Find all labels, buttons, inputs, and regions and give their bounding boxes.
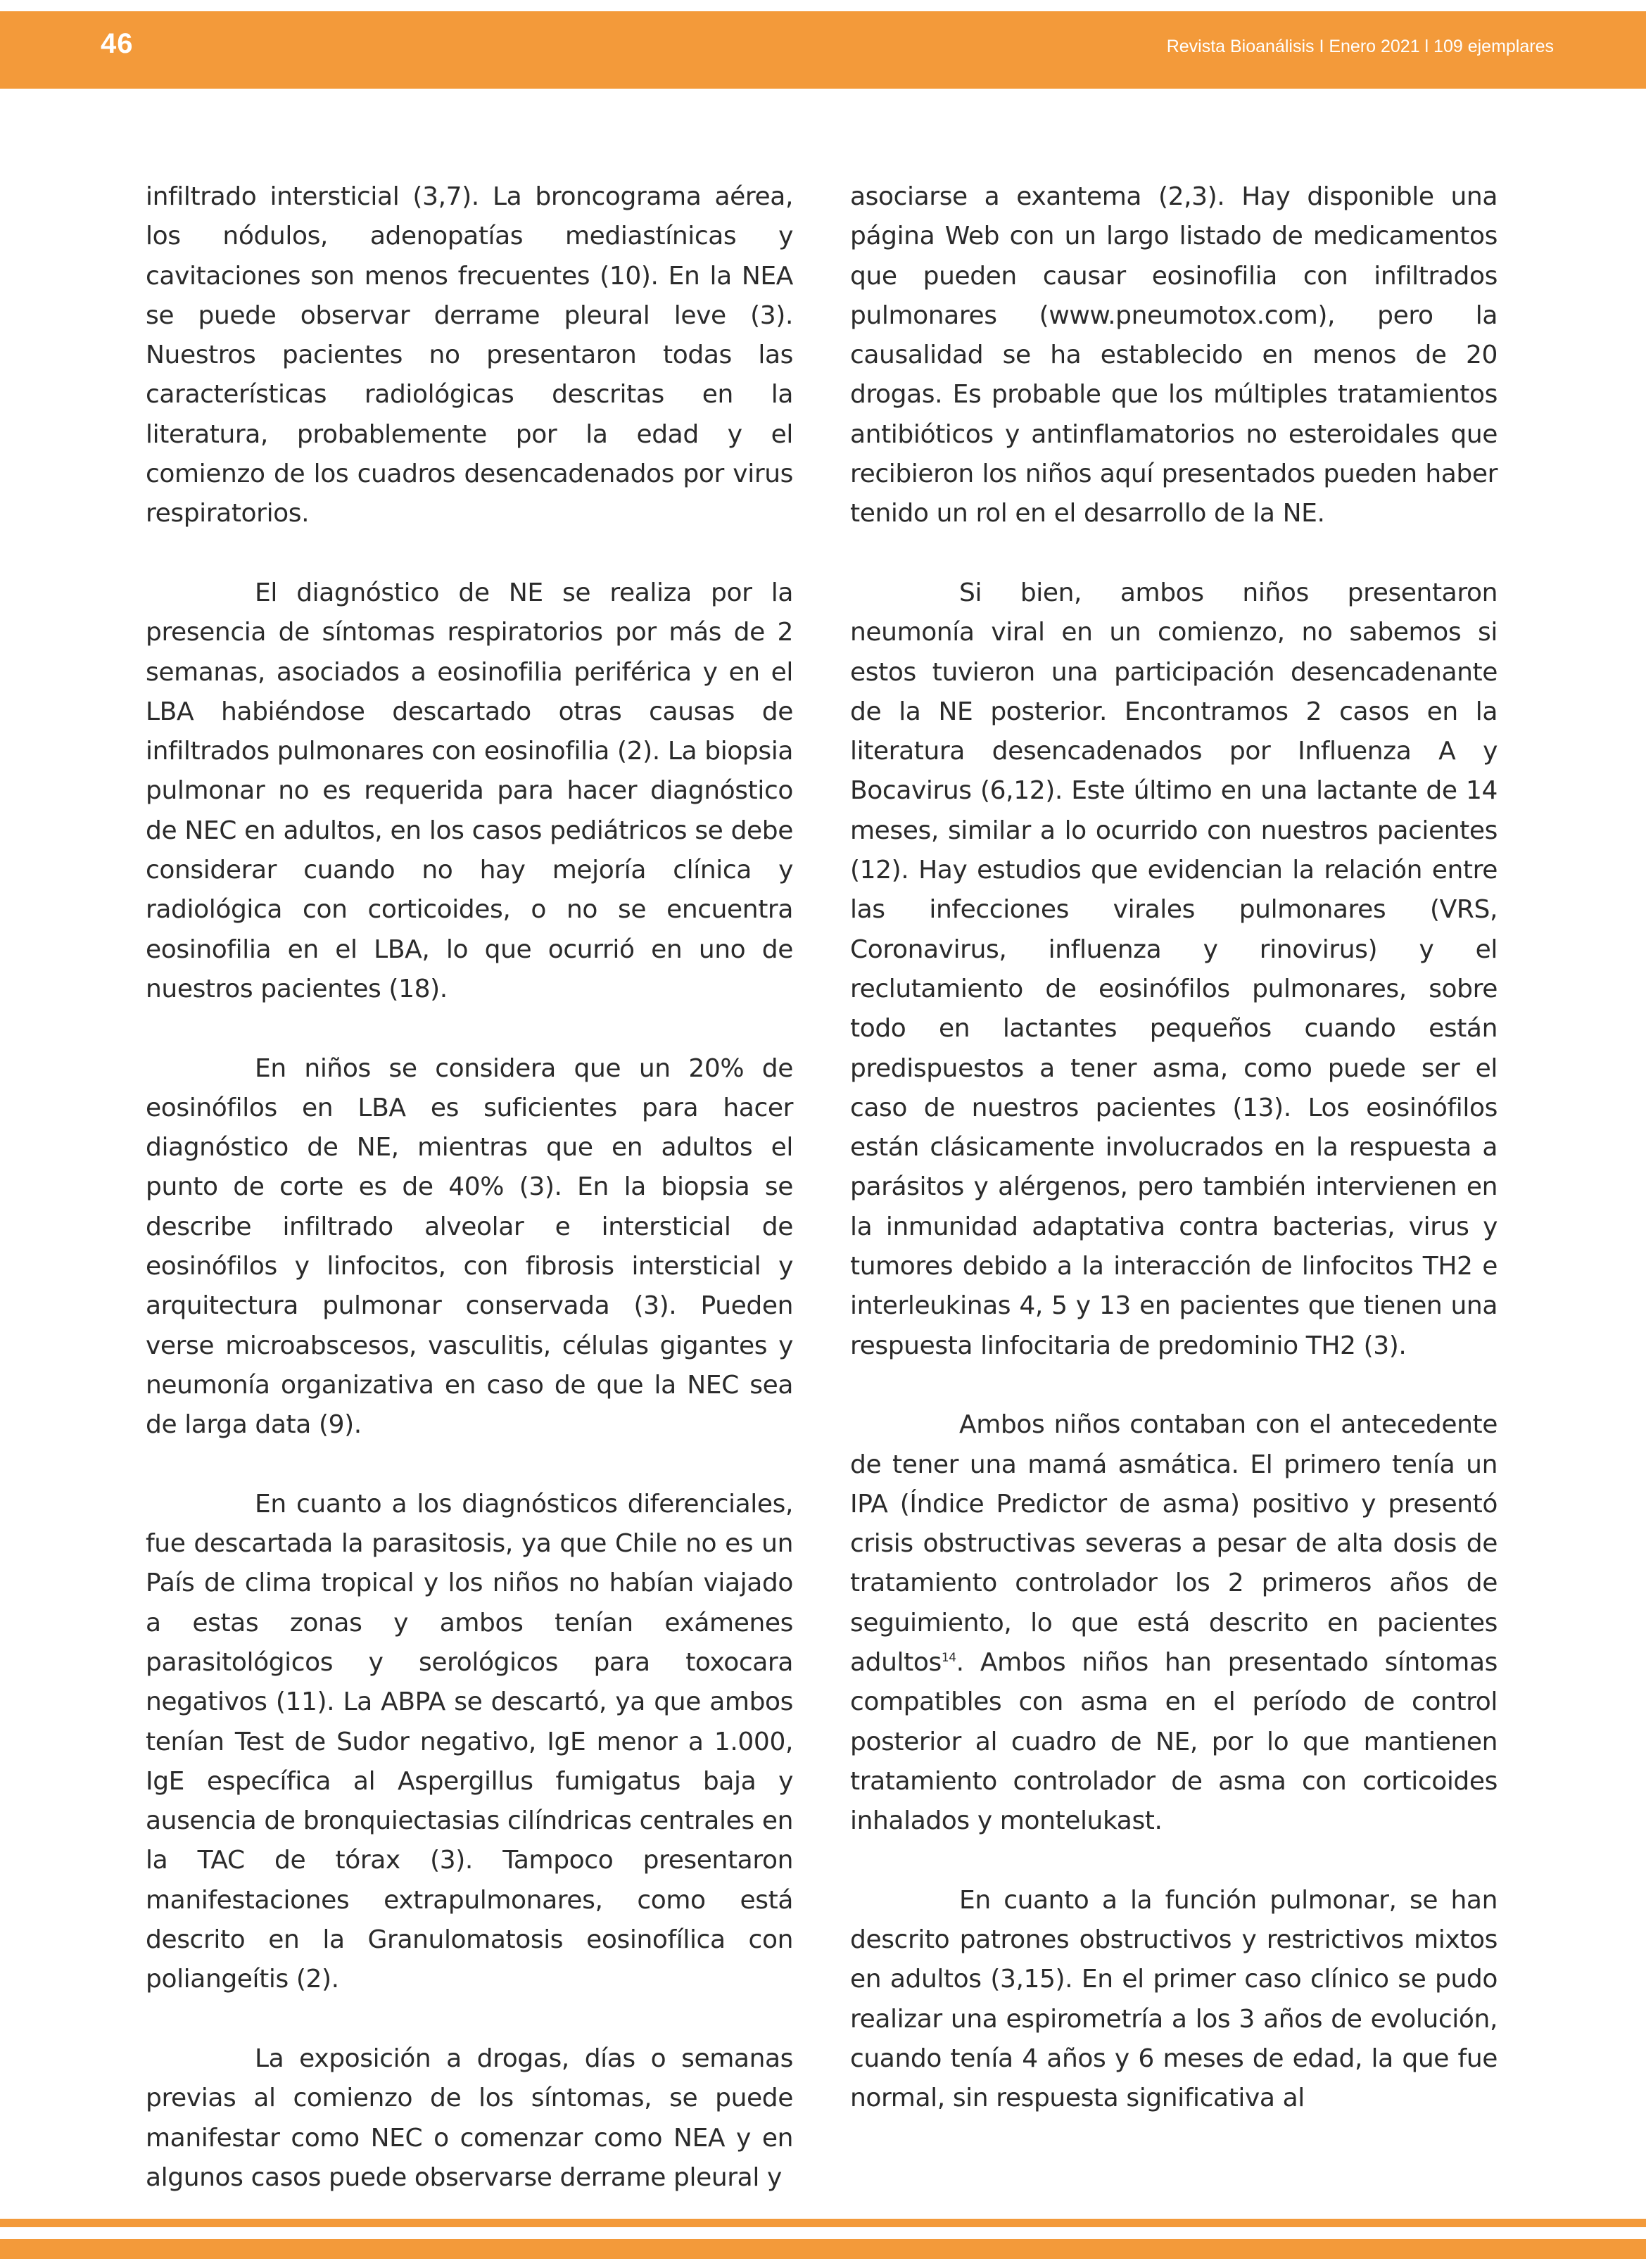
left-column [146,177,793,2198]
page-number: 46 [101,28,134,59]
paragraph: La exposición a drogas, días o semanas previas al comienzo de los síntomas, se puede manifestar como NEC o comenzar como NEA y en algunos casos puede observarse derrame pleural y [146,2044,793,2192]
reference-superscript: 14 [941,1650,956,1665]
paragraph-text: . Ambos niños han presentado síntomas compatibles con asma en el período de control posterior al cuadro de NE, por lo que mantienen tratamiento controlador de asma con corticoides inhalados y montelukast. [850,1647,1498,1836]
paragraph: En cuanto a la función pulmonar, se han descrito patrones obstructivos y restrictivos mixtos en adultos (3,15). En el primer caso clínico se pudo realizar una espirometría a los 3 años de evolución, cuando tenía 4 años y 6 meses de edad, la que fue normal, sin respuesta significativa al [850,1885,1498,2113]
paragraph: asociarse a exantema (2,3). Hay disponible una página Web con un largo listado de medicamentos que pueden causar eosinofilia con infiltrados pulmonares (www.pneumotox.com), pero la causalidad se ha establecido en menos de 20 drogas. Es probable que los múltiples tratamientos antibióticos y antinflamatorios no esteroidales que recibieron los niños aquí presentados pueden haber tenido un rol en el desarrollo de la NE. [850,182,1498,528]
paragraph [850,1405,1498,1841]
footer-rule [0,2219,1646,2227]
paragraph: Si bien, ambos niños presentaron neumonía viral en un comienzo, no sabemos si estos tuvieron una participación desencadenante de la NE posterior. Encontramos 2 casos en la literatura desencadenados por Influenza A y Bocavirus (6,12). Este último en una lactante de 14 meses, similar a lo ocurrido con nuestros pacientes (12). Hay estudios que evidencian la relación entre las infecciones virales pulmonares (VRS, Coronavirus, influenza y rinovirus) y el reclutamiento de eosinófilos pulmonares, sobre todo en lactantes pequeños cuando están predispuestos a tener asma, como puede ser el caso de nuestros pacientes (13). Los eosinófilos están clásicamente involucrados en la respuesta a parásitos y alérgenos, pero también intervienen en la inmunidad adaptativa contra bacterias, virus y tumores debido a la interacción de linfocitos TH2 e interleukinas 4, 5 y 13 en pacientes que tienen una respuesta linfocitaria de predominio TH2 (3). [850,578,1498,1360]
paragraph: infiltrado intersticial (3,7). La broncograma aérea, los nódulos, adenopatías mediastínicas y cavitaciones son menos frecuentes (10). En la NEA se puede observar derrame pleural leve (3). Nuestros pacientes no presentaron todas las características radiológicas descritas en la literatura, probablemente por la edad y el comienzo de los cuadros desencadenados por virus respiratorios. [146,182,793,528]
paragraph: En cuanto a los diagnósticos diferenciales, fue descartada la parasitosis, ya que Chile no es un País de clima tropical y los niños no habían viajado a estas zonas y ambos tenían exámenes parasitológicos y serológicos para toxocara negativos (11). La ABPA se descartó, ya que ambos tenían Test de Sudor negativo, IgE menor a 1.000, IgE específica al Aspergillus fumigatus baja y ausencia de bronquiectasias cilíndricas centrales en la TAC de tórax (3). Tampoco presentaron manifestaciones extrapulmonares, como está descrito en la Granulomatosis eosinofílica con poliangeítis (2). [146,1489,793,1994]
paragraph-text: Ambos niños contaban con el antecedente de tener una mamá asmática. El primero tenía un IPA (Índice Predictor de asma) positivo y presentó crisis obstructivas severas a pesar de alta dosis de tratamiento controlador los 2 primeros años de seguimiento, lo que está descrito en pacientes adultos [850,1410,1498,1677]
footer-rule [0,2239,1646,2259]
right-column [850,177,1498,2119]
running-head: Revista Bioanálisis I Enero 2021 l 109 ejemplares [1166,37,1554,56]
paragraph: El diagnóstico de NE se realiza por la presencia de síntomas respiratorios por más de 2 semanas, asociados a eosinofilia periférica y en el LBA habiéndose descartado otras causas de infiltrados pulmonares con eosinofilia (2). La biopsia pulmonar no es requerida para hacer diagnóstico de NEC en adultos, en los casos pediátricos se debe considerar cuando no hay mejoría clínica y radiológica con corticoides, o no se encuentra eosinofilia en el LBA, lo que ocurrió en uno de nuestros pacientes (18). [146,578,793,1003]
paragraph: En niños se considera que un 20% de eosinófilos en LBA es suficientes para hacer diagnóstico de NE, mientras que en adultos el punto de corte es de 40% (3). En la biopsia se describe infiltrado alveolar e intersticial de eosinófilos y linfocitos, con fibrosis intersticial y arquitectura pulmonar conservada (3). Pueden verse microabscesos, vasculitis, células gigantes y neumonía organizativa en caso de que la NEC sea de larga data (9). [146,1053,793,1440]
